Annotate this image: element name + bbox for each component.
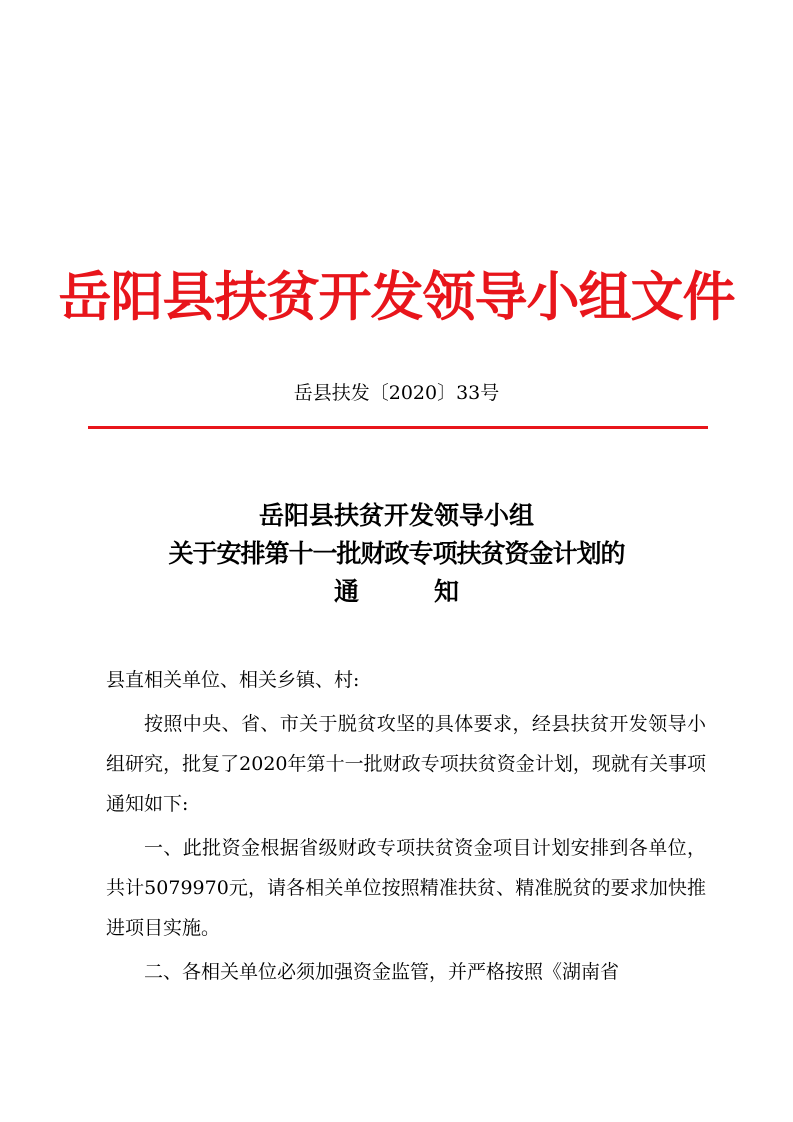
notice-title-line-1: 岳阳县扶贫开发领导小组 (258, 501, 534, 530)
notice-title (0, 497, 793, 611)
notice-title-line-2: 关于安排第十一批财政专项扶贫资金计划的 (168, 539, 625, 568)
salutation: 县直相关单位、相关乡镇、村: (106, 669, 360, 691)
paragraph-item-2: 二、各相关单位必须加强资金监管，并严格按照《湖南省 (144, 961, 620, 983)
paragraph-intro: 按照中央、省、市关于脱贫攻坚的具体要求，经县扶贫开发领导小组研究，批复了2020年第十一批财政专项扶贫资金计划，现就有关事项通知如下: (106, 713, 706, 815)
red-divider-line (88, 426, 708, 429)
document-body (106, 660, 706, 996)
document-masthead: 岳阳县扶贫开发领导小组文件 (58, 266, 735, 328)
paragraph-item-1: 一、此批资金根据省级财政专项扶贫资金项目计划安排到各单位，共计5079970元，请各相关单位按照精准扶贫、精准脱贫的要求加快推进项目实施。 (106, 837, 706, 939)
document-number: 岳县扶发〔2020〕33号 (293, 382, 500, 404)
notice-title-line-3: 通 知 (333, 577, 459, 606)
